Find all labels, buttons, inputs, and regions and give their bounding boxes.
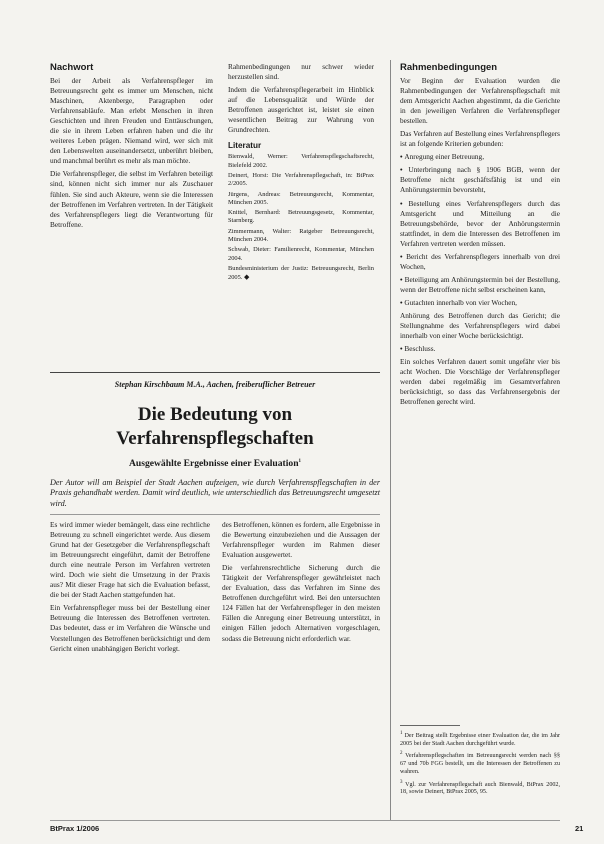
criteria-bullet: • Anregung einer Betreuung, — [400, 152, 560, 162]
literature-item: Bundesministerium der Justiz: Betreuungsrecht, Berlin 2005. ◆ — [228, 264, 374, 282]
article-title — [50, 403, 380, 451]
afterword-paragraph: Bei der Arbeit als Verfahrenspfleger im Betreuungsrecht geht es immer um Menschen, nicht Maschinen, Aktenberge, Paragraphen oder Verfahrensabläufe. Man erlebt Menschen in ihren Geschichten und ihren Freuden und Enttäuschungen, die sie in ihrem Leben erfahren haben und die ihr weiteres Leben prägen. Niemand wird, wer sich mit den Lebenswelten auseinandersetzt, unberührt bleiben, und manchmal berührt es mehr als man möchte. — [50, 76, 213, 166]
afterword-paragraph: Die Verfahrenspfleger, die selbst im Verfahren beteiligt sind, können nicht sich immer nur als Zuschauer fühlen. Sie sind auch Akteure, wenn sie die Interessen der Betroffenen im Verfahren vertreten. In der Tätigkeit des Verfahrenspflegers liegt die Verantwortung für Betroffene. — [50, 169, 213, 229]
mid-paragraph: Rahmenbedingungen nur schwer wieder herzustellen sind. — [228, 62, 374, 82]
footnote-ref: 1 — [298, 458, 302, 464]
conditions-paragraph: Anhörung des Betroffenen durch das Gericht; die Stellungnahme des Verfahrenspflegers wird dabei innerhalb von einer Woche berücksichtigt. — [400, 310, 560, 341]
body-paragraph: Es wird immer wieder bemängelt, dass eine rechtliche Betreuung zu schnell eingerichtet werde. Aus diesem Grund hat der Gesetzgeber die Verfahrenspflegschaft im Betreuungsrecht eingeführt, damit der Betroffene durch eine neutrale Person im Verfahren vertreten wird. Doch wie sieht die Umsetzung in der Praxis aus? Mit dieser Frage hat sich die Evaluation befasst, die bei der Stadt Aachen stattgefunden hat. — [50, 520, 210, 600]
literature-item: Jürgens, Andreas: Betreuungsrecht, Kommentar, München 2005. — [228, 190, 374, 206]
mid-paragraph: Indem die Verfahrenspflegerarbeit im Hinblick auf die Lebensqualität und Würde der Betroffenen ausgerichtet ist, leistet sie einen wesentlichen Beitrag zur Wahrung von Grundrechten. — [228, 85, 374, 135]
conditions-paragraph: Ein solches Verfahren dauert somit ungefähr vier bis acht Wochen. Die Vorschläge der Verfahrenspfleger werden dabei regelmäßig im Gesamtverfahren berücksichtigt, so dass das Verfahrensergebnis der Betroffenen gerecht wird. — [400, 357, 560, 407]
article-lead: Der Autor will am Beispiel der Stadt Aachen aufzeigen, wie durch Verfahrenspflegschaften in der Praxis gehandhabt werden. Damit wird deutlich, wie unterschiedlich das Betreuungsrecht umgesetzt wird. — [50, 478, 380, 508]
footnote: $^2$ Verfahrenspflegschaften im Betreuungsrecht werden nach §§ 67 und 70b FGG bestellt, um die Interessen der Betroffenen zu wahren. — [400, 751, 560, 775]
lead-rule — [50, 514, 380, 515]
literature-item: Zimmermann, Walter: Ratgeber Betreuungsrecht, München 2004. — [228, 227, 374, 243]
article-top-rule — [50, 372, 380, 373]
article-title-line: Die Bedeutung von — [137, 404, 293, 425]
literature-item: Knittel, Bernhard: Betreuungsgesetz, Kommentar, Starnberg. — [228, 209, 374, 225]
page-number: 21 — [575, 824, 584, 833]
article-subtitle: Ausgewählte Ergebnisse einer Evaluation$^1$ — [128, 458, 302, 469]
afterword-heading: Nachwort — [50, 62, 94, 73]
footnote: $^3$ Vgl. zur Verfahrenspflegschaft auch Bienwald, BtPrax 2002, 18, sowie Deinert, BtPrax 2005, 95. — [400, 779, 560, 796]
end-mark-icon: ◆ — [244, 273, 250, 282]
conditions-paragraph: Das Verfahren auf Bestellung eines Verfahrenspflegers ist an folgende Kriterien gebunden: — [400, 129, 560, 149]
literature-list — [228, 153, 374, 282]
article-body-mid — [222, 520, 380, 647]
literature-item: Schwab, Dieter: Familienrecht, Kommentar, München 2004. — [228, 246, 374, 262]
footer-rule — [50, 820, 560, 821]
criteria-bullet: • Bestellung eines Verfahrenspflegers durch das Amtsgericht und Mitteilung an die Betreuungsbehörde, bevor der Anhörungstermin stattfindet, in dem die Interessen des Betroffenen im Verfahren vertreten werden müssen. — [400, 199, 560, 249]
body-paragraph: Die verfahrensrechtliche Sicherung durch die Tätigkeit der Verfahrenspfleger gewährleistet nach der Evaluation, dass das Verfahren im Sinne des Betroffenen durchgeführt wird. Bei den untersuchten 124 Fällen hat der Verfahrenspfleger in den meisten Fällen die Anregung einer Betreuung unterstützt, in einigen Fällen jedoch Alternativen vorgeschlagen, sodass die Betreuung nicht erforderlich war. — [222, 563, 380, 643]
afterword-column — [50, 62, 213, 233]
body-paragraph: des Betroffenen, können es fordern, alle Ergebnisse in die Bewertung einzubeziehen und die Aussagen der Verfahrenspfleger wurden im Rahmen dieser Evaluation ausgewertet. — [222, 520, 380, 560]
article-author: Stephan Kirschbaum M.A., Aachen, freiberuflicher Betreuer — [114, 380, 316, 389]
footnotes — [400, 730, 560, 799]
conditions-column — [400, 62, 560, 410]
criteria-bullet: • Beschluss. — [400, 344, 560, 354]
criteria-bullet: • Gutachten innerhalb von vier Wochen, — [400, 298, 560, 308]
article-body-left — [50, 520, 210, 657]
article-title-line: Verfahrenspflegschaften — [116, 428, 314, 449]
criteria-bullet: • Bericht des Verfahrenspflegers innerhalb von drei Wochen, — [400, 252, 560, 272]
criteria-bullet: • Beteiligung am Anhörungstermin bei der Bestellung, wenn der Betroffene nicht selbst erscheinen kann, — [400, 275, 560, 295]
criteria-bullet: • Unterbringung nach § 1906 BGB, wenn der Betroffene nicht geschäftsfähig ist und ein Anhörungstermin bevorsteht, — [400, 165, 560, 195]
footnote: $^1$ Der Beitrag stellt Ergebnisse einer Evaluation dar, die im Jahr 2005 bei der Stadt Aachen durchgeführt wurde. — [400, 731, 560, 747]
body-paragraph: Ein Verfahrenspfleger muss bei der Bestellung einer Betreuung die Interessen des Betroffenen vertreten. Das bedeutet, dass er im Verfahren die Wünsche und Vorstellungen des Betroffenen berücksichtigt und dem Gericht einen unabhängigen Bericht vorlegt. — [50, 603, 210, 653]
column-divider — [390, 60, 391, 820]
literature-item: Bienwald, Werner: Verfahrenspflegschaftsrecht, Bielefeld 2002. — [228, 153, 374, 169]
conditions-heading: Rahmenbedingungen — [400, 62, 498, 73]
literature-item: Deinert, Horst: Die Verfahrenspflegschaft, in: BtPrax 2/2005. — [228, 171, 374, 188]
literature-column — [228, 62, 374, 284]
footer-journal: BtPrax 1/2006 — [50, 824, 100, 833]
literature-heading: Literatur — [228, 141, 262, 151]
conditions-paragraph: Vor Beginn der Evaluation wurden die Rahmenbedingungen der Verfahrenspflegschaft mit dem Amtsgericht Aachen abgestimmt, da die Gerichte in den jeweiligen Verfahren die Verfahrenspfleger bestellen. — [400, 76, 560, 126]
footnote-rule — [400, 725, 460, 726]
